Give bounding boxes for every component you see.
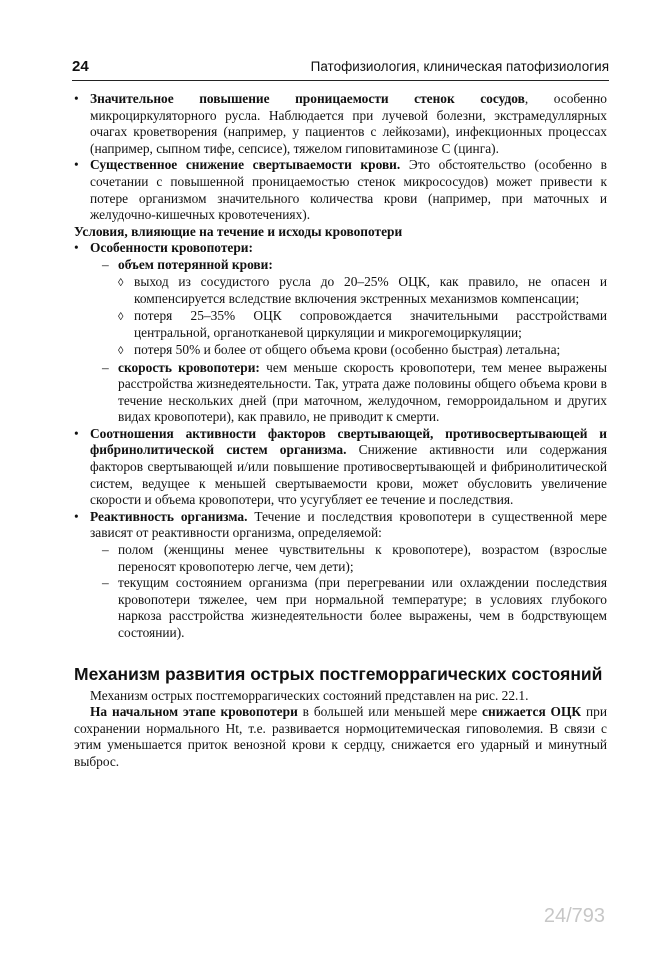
bullet-marker: • <box>74 425 79 441</box>
bullet-marker: • <box>74 157 79 173</box>
running-header <box>72 58 609 81</box>
page-content <box>74 91 607 771</box>
section-title: Механизм развития острых постгеморрагических состояний <box>74 663 603 684</box>
dash-term: объем потерянной крови: <box>118 256 273 272</box>
bold-phrase: На начальном этапе кровопотери <box>90 704 298 720</box>
dash-marker: – <box>102 256 109 272</box>
conditions-heading: Условия, влияющие на течение и исходы кровопотери <box>74 223 403 239</box>
dash-text: полом (женщины менее чувствительны к кровопотере), возрастом (взрослые переносят кровопотерю легче, чем дети); <box>118 542 607 574</box>
dash-volume <box>74 257 607 274</box>
bullet-marker: • <box>74 240 79 256</box>
diamond-marker: ◊ <box>118 344 124 357</box>
bullet-term: Значительное повышение проницаемости стенок сосудов <box>90 91 525 106</box>
dash-marker: – <box>102 359 109 375</box>
diamond-item-50 <box>74 342 607 360</box>
page-counter: 24/793 <box>543 905 605 927</box>
running-title: Патофизиология, клиническая патофизиология <box>310 59 609 74</box>
dash-speed <box>74 360 607 426</box>
diamond-marker: ◊ <box>118 276 124 289</box>
bullet-text: Течение и последствия кровопотери в существенной мере зависят от реактивности организма, определяемой: <box>90 508 607 541</box>
diamond-item-20-25 <box>74 274 607 308</box>
paragraph-initial-stage <box>74 704 607 770</box>
page-number: 24 <box>72 58 89 75</box>
bullet-coagulation-systems <box>74 426 607 509</box>
bullet-text: Снижение активности или содержания факторов свертывающей и/или повышение противосвертывающей и фибринолитической систем, ведущее к меньшей свертываемости крови, может обусловить увеличение скорости и объема кровопотери, что усугубляет ее течение и последствия. <box>90 442 607 508</box>
diamond-text: потеря 25–35% ОЦК сопровождается значительными расстройствами центральной, органотканевой циркуляции и микрогемоциркуляции; <box>134 307 607 341</box>
diamond-item-25-35 <box>74 308 607 342</box>
paragraph-text: в большей или меньшей мере <box>297 704 483 720</box>
dash-text: текущим состоянием организма (при перегревании или охлаждении последствия кровопотери тяжелее, чем при нормальной температуре; в условиях глубокого наркоза расстройства жизнедеятельности более выражены, чем в бодрствующем состоянии). <box>118 575 607 640</box>
bullet-marker: • <box>74 91 79 106</box>
dash-current-state <box>74 575 607 641</box>
dash-text: чем меньше скорость кровопотери, тем менее выражены расстройства жизнедеятельности. Так, утрата даже половины общего объема крови в течение нескольких дней (при маточном, желудочном, геморроидальном и других видах кровопотери), как правило, не приводит к смерти. <box>118 359 607 425</box>
bullet-term: Соотношения активности факторов свертывающей, противосвертывающей и фибринолитической систем организма. <box>90 425 607 458</box>
bold-phrase: снижается ОЦК <box>482 704 582 720</box>
diamond-text: потеря 50% и более от общего объема крови (особенно быстрая) летальна; <box>134 341 561 357</box>
bullet-coagulation <box>74 157 607 223</box>
bullet-reactivity <box>74 509 607 542</box>
bullet-blood-loss-features <box>74 240 607 257</box>
dash-term: скорость кровопотери: <box>118 359 260 375</box>
bullet-permeability <box>74 91 607 157</box>
dash-marker: – <box>102 575 109 591</box>
bullet-marker: • <box>74 508 79 524</box>
dash-sex-age <box>74 542 607 575</box>
diamond-text: выход из сосудистого русла до 20–25% ОЦК, как правило, не опасен и компенсируется вследствие включения экстренных механизмов компенсации; <box>134 273 607 307</box>
dash-marker: – <box>102 542 109 558</box>
bullet-text: Это обстоятельство (особенно в сочетании с повышенной проницаемостью стенок микрососудов) может привести к потере организмом значительного количества крови (например, при маточных и желудочно-кишечных кровотечениях). <box>90 157 607 223</box>
bullet-text: , особенно микроциркуляторного русла. Наблюдается при лучевой болезни, экстрамедуллярных очагах кроветворения (например, у пациентов с лейкозами), инфекционных процессах (например, сыпном тифе, сепсисе), тяжелом гиповитаминозе С (цинга). <box>90 91 607 156</box>
paragraph-figure-ref: Механизм острых постгеморрагических состояний представлен на рис. 22.1. <box>90 687 529 703</box>
diamond-marker: ◊ <box>118 310 124 323</box>
bullet-term: Реактивность организма. <box>90 508 248 524</box>
bullet-term: Существенное снижение свертываемости крови. <box>90 157 401 173</box>
paragraph-text: при сохранении нормального Ht, т.е. развивается нормоцитемическая гиповолемия. В связи с этим уменьшается приток венозной крови к сердцу, снижается его ударный и минутный выброс. <box>74 704 607 769</box>
bullet-term: Особенности кровопотери: <box>90 240 253 256</box>
